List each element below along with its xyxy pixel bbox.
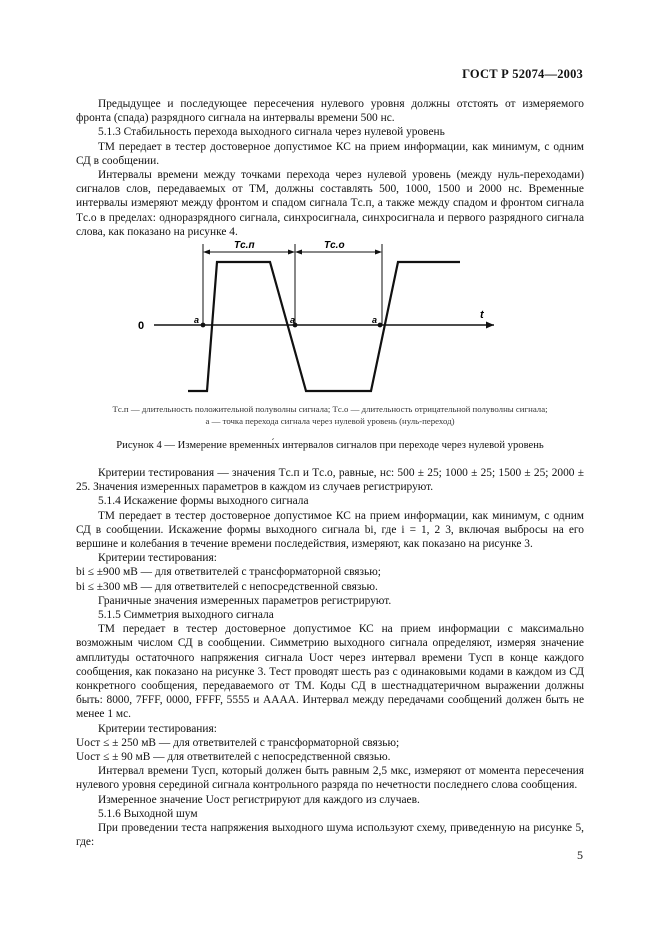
- legend-line: a — точка перехода сигнала через нулевой уровень (нуль-переход): [205, 416, 455, 426]
- paragraph: Критерии тестирования — значения Tс.п и Tс.о, равные, нс: 500 ± 25; 1000 ± 25; 1500 ± 25; 2000 ± 25. Значения измеренных параметров в каждом из случаев регистрируют.: [76, 467, 584, 494]
- criteria-line: Uост ≤ ± 250 мВ — для ответвителей с трансформаторной связью;: [76, 736, 400, 749]
- text-block-top: [76, 97, 584, 239]
- criteria-line: bi ≤ ±300 мВ — для ответвителей с непосредственной связью.: [76, 580, 378, 593]
- section-heading-5-1-3: 5.1.3 Стабильность перехода выходного сигнала через нулевой уровень: [98, 126, 445, 139]
- zero-label: 0: [138, 320, 145, 332]
- arrow-right-icon: [288, 250, 295, 255]
- paragraph: Критерии тестирования:: [98, 552, 217, 565]
- point-label: a: [372, 315, 378, 325]
- axis-arrow-icon: [486, 322, 494, 329]
- section-heading-5-1-5: 5.1.5 Симметрия выходного сигнала: [98, 609, 274, 622]
- paragraph: Измеренное значение Uост регистрируют для каждого из случаев.: [98, 793, 420, 806]
- time-label: t: [480, 309, 484, 321]
- figure-caption: Рисунок 4 — Измерение временны́х интервалов сигналов при переходе через нулевой уровень: [116, 440, 544, 451]
- standard-header: ГОСТ Р 52074—2003: [462, 67, 583, 81]
- t-neg-label: Tс.о: [324, 240, 345, 251]
- section-heading-5-1-6: 5.1.6 Выходной шум: [98, 807, 198, 820]
- criteria-line: bi ≤ ±900 мВ — для ответвителей с трансформаторной связью;: [76, 566, 381, 579]
- section-heading-5-1-4: 5.1.4 Искажение формы выходного сигнала: [98, 495, 309, 508]
- paragraph: Интервал времени Tусп, который должен быть равным 2,5 мкс, измеряют от момента пересечения нулевого уровня серединой сигнала контрольного разряда по нечетности последнего слова сообщения.: [76, 765, 584, 792]
- paragraph: При проведении теста напряжения выходного шума используют схему, приведенную на рисунке 5, где:: [76, 822, 584, 849]
- t-pos-label: Tс.п: [234, 240, 255, 251]
- paragraph: ТМ передает в тестер достоверное допустимое КС на прием информации, как минимум, с одним СД в сообщении.: [76, 140, 584, 167]
- paragraph: Предыдущее и последующее пересечения нулевого уровня должны отстоять от измеряемого фронта (спада) разрядного сигнала на интервалы времени 500 нс.: [76, 98, 584, 125]
- arrow-left-icon: [295, 250, 302, 255]
- paragraph: Граничные значения измеренных параметров регистрируют.: [98, 594, 392, 607]
- figure-legend: [70, 403, 590, 427]
- legend-line: Tс.п — длительность положительной полуволны сигнала; Tс.о — длительность отрицательной полуволны сигнала;: [112, 404, 548, 414]
- arrow-left-icon: [203, 250, 210, 255]
- figure-4-waveform: [76, 232, 584, 408]
- paragraph: Критерии тестирования:: [98, 722, 217, 735]
- arrow-right-icon: [375, 250, 382, 255]
- text-block-bottom: [76, 466, 584, 849]
- paragraph: ТМ передает в тестер достоверное допустимое КС на прием информации с максимально возможным числом СД в сообщении. Симметрию выходного сигнала определяют, измеряя значение амплитуды остаточного напряжения сигнала Uост через интервал времени Tусп в конце каждого сообщения, как показано на рисунке 3. Тест проводят шесть раз с одинаковыми кодами в каждом из СД конкретного сообщения, передаваемого от ТМ. Коды СД в шестнадцатеричном выражении должны быть: 8000, 7FFF, 0000, FFFF, 5555 и АААА. Интервал между передачами сообщений должен быть не менее 1 мс.: [76, 623, 584, 721]
- point-label: a: [194, 315, 200, 325]
- paragraph: Интервалы времени между точками перехода через нулевой уровень (между нуль-переходами) сигналов слов, передаваемых от ТМ, должны составлять 500, 1000, 1500 и 2000 нс. Временные интервалы измеряют между фронтом и спадом сигнала Tс.п, а также между спадом и фронтом сигнала Tс.о в пределах: одноразрядного сигнала, синхросигнала, синхросигнала и первого разрядного сигнала слова, как показано на рисунке 4.: [76, 169, 584, 238]
- criteria-line: Uост ≤ ± 90 мВ — для ответвителей с непосредственной связью.: [76, 751, 391, 764]
- signal-waveform: [188, 262, 460, 391]
- paragraph: ТМ передает в тестер достоверное допустимое КС на прием информации, как минимум, с одним СД в сообщении. Искажение формы выходного сигнала bi, где i = 1, 2 3, включая выбросы на его вершине и колебания в течение времени последействия, измеряют, как показано на рисунке 3.: [76, 509, 584, 551]
- point-label: a: [290, 315, 296, 325]
- page-number: 5: [577, 848, 583, 862]
